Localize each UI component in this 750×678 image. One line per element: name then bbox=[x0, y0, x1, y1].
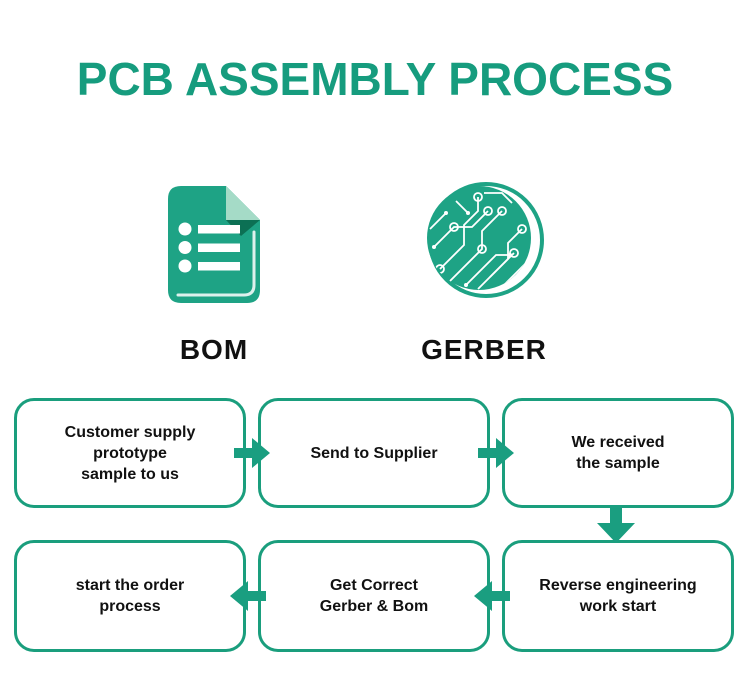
gerber-label: GERBER bbox=[421, 334, 547, 365]
flow-box-text: process bbox=[99, 598, 161, 615]
flow-box-text: We received bbox=[571, 434, 665, 451]
flow-box-reverse-engineering bbox=[502, 540, 734, 652]
bom-list-rows bbox=[179, 223, 241, 273]
bom-document-icon bbox=[168, 186, 260, 303]
flow-box-text: Customer supply prototype bbox=[64, 423, 196, 462]
gerber-circuit-icon bbox=[420, 181, 548, 302]
page-title: PCB ASSEMBLY PROCESS bbox=[76, 53, 674, 105]
bom-fold-flap bbox=[226, 186, 260, 220]
flow-box-text: Reverse engineering bbox=[539, 577, 697, 594]
flow-box-text: sample to us bbox=[81, 465, 179, 483]
arrow-left-icon bbox=[474, 581, 510, 611]
flow-box-get-correct-gerber-bom bbox=[258, 540, 490, 652]
arrow-left-icon bbox=[230, 581, 266, 611]
arrow-down-icon bbox=[597, 505, 635, 543]
flow-box-start-order-process bbox=[14, 540, 246, 652]
flow-box-text: Gerber & Bom bbox=[319, 598, 429, 615]
arrow-left-shape bbox=[230, 581, 266, 611]
arrow-right-shape bbox=[234, 438, 270, 468]
flow-box-text: start the order bbox=[75, 577, 185, 594]
flow-box-we-received-sample bbox=[502, 398, 734, 508]
arrow-down-shape bbox=[597, 505, 635, 543]
flow-box-text: the sample bbox=[576, 455, 660, 472]
bom-label: BOM bbox=[179, 334, 249, 365]
flow-box-text: Send to Supplier bbox=[310, 444, 438, 462]
flow-box-customer-supply bbox=[14, 398, 246, 508]
arrow-right-icon bbox=[478, 438, 514, 468]
arrow-right-shape bbox=[478, 438, 514, 468]
flow-box-text: work start bbox=[579, 598, 657, 615]
flow-box-text: Get Correct bbox=[329, 577, 419, 594]
arrow-right-icon bbox=[234, 438, 270, 468]
arrow-left-shape bbox=[474, 581, 510, 611]
flow-box-send-to-supplier bbox=[258, 398, 490, 508]
